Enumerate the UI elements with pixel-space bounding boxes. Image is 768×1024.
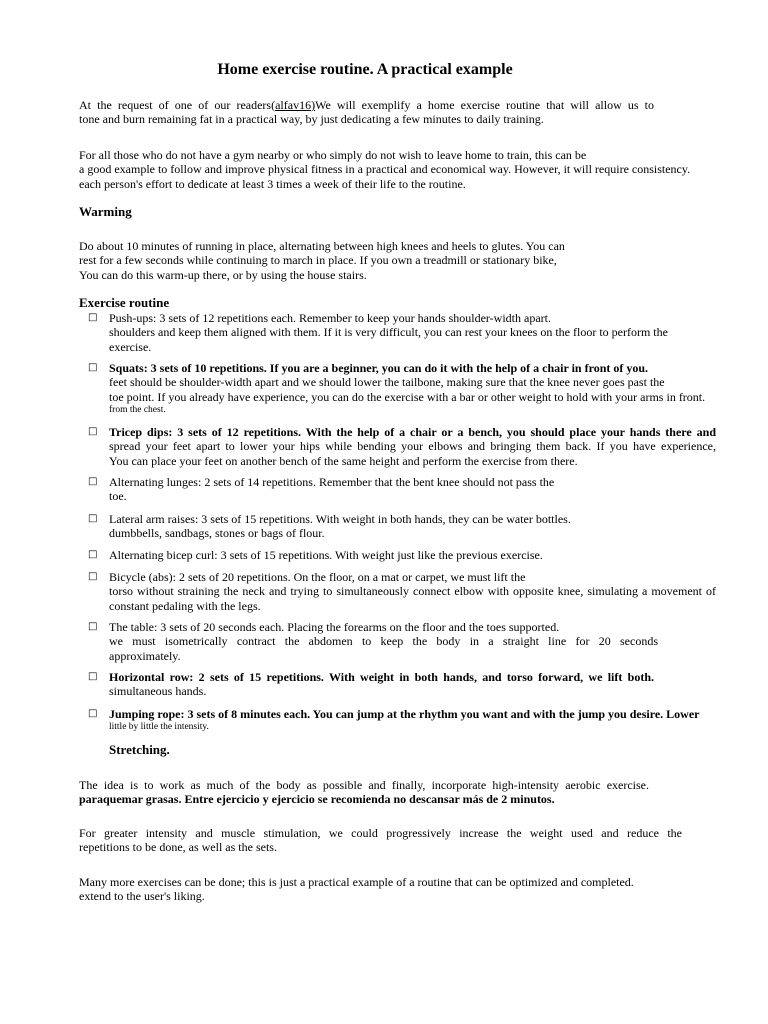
- text-line: The idea is to work as much of the body as possible and finally, incorporate high-intensity aerobic exercise.: [79, 778, 649, 792]
- checkbox-bullet-icon: □: [88, 312, 98, 323]
- text-line: Do about 10 minutes of running in place, alternating between high knees and heels to glutes. You can: [79, 239, 565, 253]
- text-line: Jumping rope: 3 sets of 8 minutes each. You can jump at the rhythm you want and with the jump you desire. Lower: [109, 707, 700, 721]
- text-line: we must isometrically contract the abdomen to keep the body in a straight line for 20 seconds: [109, 634, 658, 649]
- text-line: little by little the intensity.: [109, 722, 209, 733]
- text-line: You can do this warm-up there, or by using the house stairs.: [79, 267, 367, 282]
- text-line: shoulders and keep them aligned with them. If it is very difficult, you can rest your knees on the floor to perform the: [109, 325, 668, 340]
- checkbox-bullet-icon: □: [88, 513, 98, 524]
- text-line: Many more exercises can be done; this is just a practical example of a routine that can be optimized and completed.: [79, 875, 634, 889]
- closing-paragraph-3: [79, 875, 691, 904]
- stretching-heading: Stretching.: [109, 742, 170, 757]
- reader-link[interactable]: alfav16): [275, 98, 316, 112]
- checkbox-bullet-icon: □: [88, 571, 98, 582]
- text-line: For all those who do not have a gym nearby or who simply do not wish to leave home to train, this can be: [79, 148, 587, 162]
- list-item-bicep-curl: [109, 548, 716, 562]
- text-line: Tricep dips: 3 sets of 12 repetitions. With the help of a chair or a bench, you should place your hands there and: [109, 425, 716, 439]
- text-line: constant pedaling with the legs.: [109, 598, 261, 613]
- text-line: Horizontal row: 2 sets of 15 repetitions. With weight in both hands, and torso forward, we lift both.: [109, 670, 654, 684]
- gym-paragraph: [79, 148, 691, 191]
- text-line: Alternating bicep curl: 3 sets of 15 repetitions. With weight just like the previous exercise.: [109, 548, 543, 562]
- text-line: toe.: [109, 489, 127, 504]
- text-line: rest for a few seconds while continuing to march in place. If you own a treadmill or stationary bike,: [79, 253, 557, 268]
- list-item-tricep-dips: [109, 425, 716, 468]
- exercise-routine-heading: Exercise routine: [79, 295, 170, 310]
- checkbox-bullet-icon: □: [88, 621, 98, 632]
- text-line: toe point. If you already have experience, you can do the exercise with a bar or other weight to hold with your arms in front.: [109, 389, 706, 404]
- intro-line-2: tone and burn remaining fat in a practical way, by just dedicating a few minutes to daily training.: [79, 112, 544, 127]
- warming-heading: Warming: [79, 204, 132, 219]
- checkbox-bullet-icon: □: [88, 426, 98, 437]
- checkbox-bullet-icon: □: [88, 362, 98, 373]
- text-line: exercise.: [109, 339, 152, 354]
- list-item-lunges: [109, 475, 716, 504]
- text-line: a good example to follow and improve physical fitness in a practical and economical way. However, it will require consistency.: [79, 162, 691, 177]
- intro-paragraph: [79, 98, 654, 127]
- checkbox-bullet-icon: □: [88, 476, 98, 487]
- text-line: each person's effort to dedicate at least 3 times a week of their life to the routine.: [79, 176, 466, 191]
- list-item-jumping-rope: [109, 707, 716, 733]
- text-line: torso without straining the neck and trying to simultaneously connect elbow with opposite knee, simulating a movement of: [109, 584, 716, 599]
- list-item-plank: [109, 620, 658, 663]
- text-line: spread your feet apart to lower your hips while bending your elbows and bringing them back. If you have experience,: [109, 439, 716, 454]
- text-line: repetitions to be done, as well as the sets.: [79, 840, 277, 855]
- text-line: extend to the user's liking.: [79, 889, 205, 904]
- list-item-squats: [109, 361, 716, 416]
- text-line: Bicycle (abs): 2 sets of 20 repetitions. On the floor, on a mat or carpet, we must lift the: [109, 570, 526, 584]
- text-line: Push-ups: 3 sets of 12 repetitions each. Remember to keep your hands shoulder-width apart.: [109, 311, 551, 325]
- text-line: approximately.: [109, 648, 181, 663]
- text-line: paraquemar grasas. Entre ejercicio y ejercicio se recomienda no descansar más de 2 minutos.: [79, 792, 555, 807]
- text-line: Squats: 3 sets of 10 repetitions. If you are a beginner, you can do it with the help of a chair in front of you.: [109, 361, 649, 375]
- list-item-pushups: [109, 311, 716, 354]
- text-line: dumbbells, sandbags, stones or bags of flour.: [109, 526, 325, 541]
- intro-line-1: At the request of one of our readers(alfav16)We will exemplify a home exercise routine that will allow us to: [79, 98, 654, 112]
- text-line: Alternating lunges: 2 sets of 14 repetitions. Remember that the bent knee should not pass the: [109, 475, 555, 489]
- closing-paragraph-2: [79, 826, 682, 855]
- warming-paragraph: [79, 239, 691, 282]
- page-title: Home exercise routine. A practical example: [217, 61, 513, 78]
- text-line: feet should be shoulder-width apart and we should lower the tailbone, making sure that the knee never goes past the: [109, 375, 665, 390]
- text-line: Lateral arm raises: 3 sets of 15 repetitions. With weight in both hands, they can be water bottles.: [109, 512, 571, 526]
- text-line: from the chest.: [109, 405, 166, 416]
- text-line: simultaneous hands.: [109, 684, 207, 699]
- list-item-lateral-raises: [109, 512, 716, 541]
- text-line: You can place your feet on another bench of the same height and perform the exercise from there.: [109, 453, 578, 468]
- list-item-horizontal-row: [109, 670, 654, 699]
- closing-paragraph-1: [79, 778, 649, 807]
- text-line: For greater intensity and muscle stimulation, we could progressively increase the weight used and reduce the: [79, 826, 682, 840]
- checkbox-bullet-icon: □: [88, 671, 98, 682]
- checkbox-bullet-icon: □: [88, 549, 98, 560]
- checkbox-bullet-icon: □: [88, 708, 98, 719]
- text-line: The table: 3 sets of 20 seconds each. Placing the forearms on the floor and the toes supported.: [109, 620, 560, 634]
- list-item-bicycle: [109, 570, 716, 613]
